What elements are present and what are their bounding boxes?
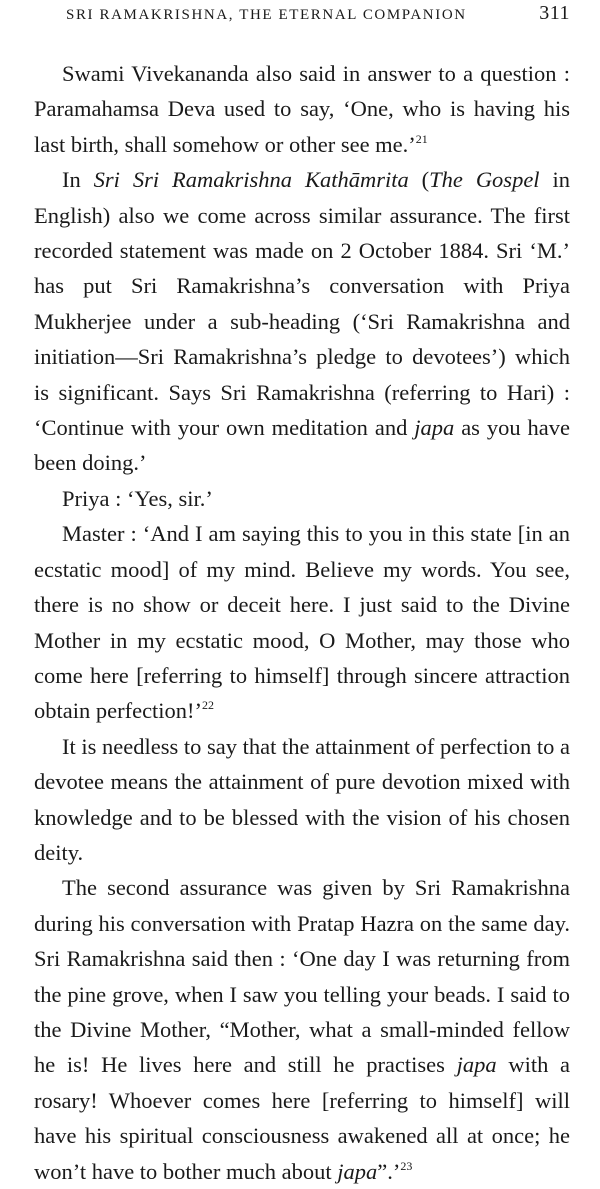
paragraph-text: In (62, 167, 94, 193)
paragraph-2 (34, 162, 570, 481)
italic-term: japa (456, 1052, 497, 1078)
footnote-ref-21: 21 (415, 131, 428, 146)
body-text (34, 56, 570, 1189)
italic-term: japa (414, 415, 455, 441)
paragraph-6 (34, 870, 570, 1189)
running-header (66, 2, 570, 25)
page-number: 311 (539, 2, 570, 24)
footnote-ref-22: 22 (202, 698, 215, 713)
paragraph-text: ”.’ (377, 1158, 401, 1184)
paragraph-text: Swami Vivekananda also said in answer to a question : Paramahamsa Deva used to say, ‘One, who is having his last birth, shall somehow or other see me.’ (34, 61, 570, 157)
paragraph-5 (34, 729, 570, 871)
paragraph-1 (34, 56, 570, 162)
paragraph-text: The second assurance was given by Sri Ramakrishna during his conversation with Pratap Hazra on the same day. Sri Ramakrishna said then : ‘One day I was returning from the pine grove, when I saw you telling your beads. I said to the Divine Mother, “Mother, what a small-minded fellow he is! He lives here and still he practises (34, 875, 570, 1078)
paragraph-text: with a rosary! Whoever comes here [referring to himself] will have his spiritual consciousness awakened all at once; he won’t have to bother much about (34, 1052, 570, 1184)
italic-term: japa (337, 1158, 378, 1184)
paragraph-text: as you have been doing.’ (34, 415, 571, 476)
paragraph-text: Master : ‘And I am saying this to you in this state [in an ecstatic mood] of my mind. Believe my words. You see, there is no show or deceit here. I just said to the Divine Mother in my ecstatic mood, O Mother, may those who come here [referring to himself] through sincere attraction obtain perfection!’ (34, 521, 570, 724)
paragraph-3 (34, 481, 570, 516)
paragraph-text: ( (408, 167, 430, 193)
paragraph-text: in English) also we come across similar assurance. The first recorded statement was made on 2 October 1884. Sri ‘M.’ has put Sri Ramakrishna’s conversation with Priya Mukherjee under a sub-heading (‘Sri Ramakrishna and initiation—Sri Ramakrishna’s pledge to devotees’) which is significant. Says Sri Ramakrishna (referring to Hari) : ‘Continue with your own meditation and (34, 167, 570, 441)
running-title: SRI RAMAKRISHNA, THE ETERNAL COMPANION (66, 7, 467, 23)
paragraph-4 (34, 516, 570, 728)
paragraph-text: Priya : ‘Yes, sir.’ (62, 485, 213, 511)
book-title-english: The Gospel (429, 167, 540, 193)
paragraph-text: It is needless to say that the attainment of perfection to a devotee means the attainment of pure devotion mixed with knowledge and to be blessed with the vision of his chosen deity. (34, 733, 570, 865)
book-title: Sri Sri Ramakrishna Kathāmrita (93, 167, 409, 193)
footnote-ref-23: 23 (400, 1158, 413, 1173)
